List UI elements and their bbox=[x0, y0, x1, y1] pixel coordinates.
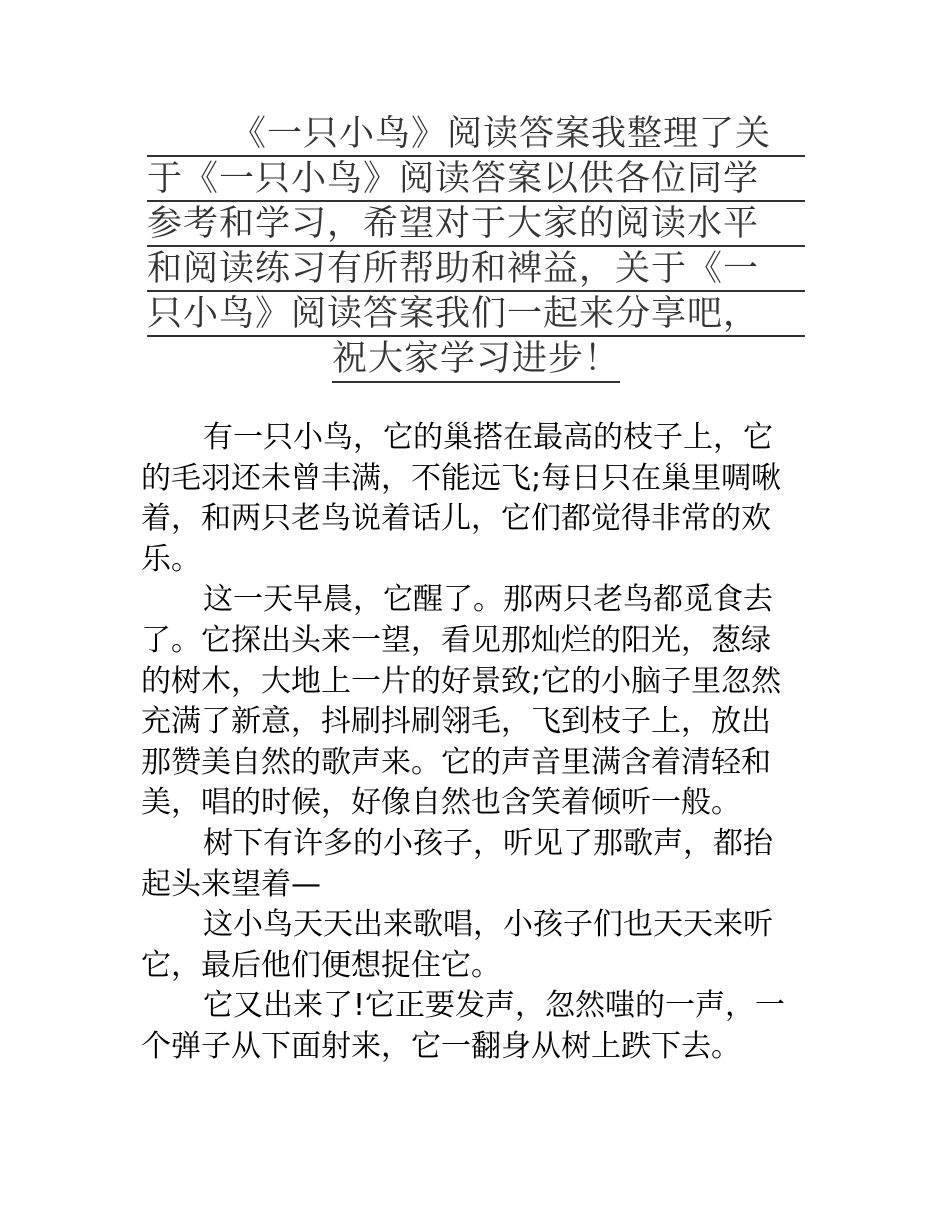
paragraph-line: 美，唱的时候，好像自然也含笑着倾听一般。 bbox=[141, 785, 741, 821]
paragraph-line: 乐。 bbox=[141, 541, 201, 577]
paragraph-line: 着，和两只老鸟说着话儿，它们都觉得非常的欢 bbox=[141, 501, 771, 537]
intro-line: 《一只小鸟》阅读答案我整理了关 bbox=[147, 112, 805, 157]
story-text bbox=[141, 418, 809, 1068]
paragraph-line: 了。它探出头来一望，看见那灿烂的阳光，葱绿 bbox=[141, 622, 771, 658]
paragraph-line: 这小鸟天天出来歌唱，小孩子们也天天来听 bbox=[203, 907, 773, 943]
intro-line: 于《一只小鸟》阅读答案以供各位同学 bbox=[147, 157, 805, 202]
paragraph-line: 的树木，大地上一片的好景致;它的小脑子里忽然 bbox=[141, 663, 782, 699]
paragraph-line: 的毛羽还未曾丰满，不能远飞;每日只在巢里啁啾 bbox=[141, 460, 782, 496]
paragraph-line: 起头来望着— bbox=[141, 866, 321, 902]
intro-line-final bbox=[147, 337, 805, 380]
intro-line-final-text: 祝大家学习进步！ bbox=[332, 338, 620, 383]
intro-line: 只小鸟》阅读答案我们一起来分享吧， bbox=[147, 292, 805, 337]
intro-line: 参考和学习，希望对于大家的阅读水平 bbox=[147, 202, 805, 247]
intro-paragraph bbox=[147, 112, 805, 380]
paragraph-line: 它又出来了!它正要发声，忽然嗤的一声，一 bbox=[203, 988, 786, 1024]
paragraph-line: 充满了新意，抖刷抖刷翎毛，飞到枝子上，放出 bbox=[141, 704, 771, 740]
intro-line: 和阅读练习有所帮助和裨益，关于《一 bbox=[147, 247, 805, 292]
paragraph-line: 这一天早晨，它醒了。那两只老鸟都觅食去 bbox=[203, 582, 773, 618]
paragraph-line: 有一只小鸟，它的巢搭在最高的枝子上，它 bbox=[203, 420, 773, 455]
paragraph-line: 那赞美自然的歌声来。它的声音里满含着清轻和 bbox=[141, 744, 771, 780]
paragraph-line: 它，最后他们便想捉住它。 bbox=[141, 947, 501, 983]
paragraph-line: 个弹子从下面射来，它一翻身从树上跌下去。 bbox=[141, 1028, 741, 1064]
paragraph-line: 树下有许多的小孩子，听见了那歌声，都抬 bbox=[203, 825, 773, 861]
